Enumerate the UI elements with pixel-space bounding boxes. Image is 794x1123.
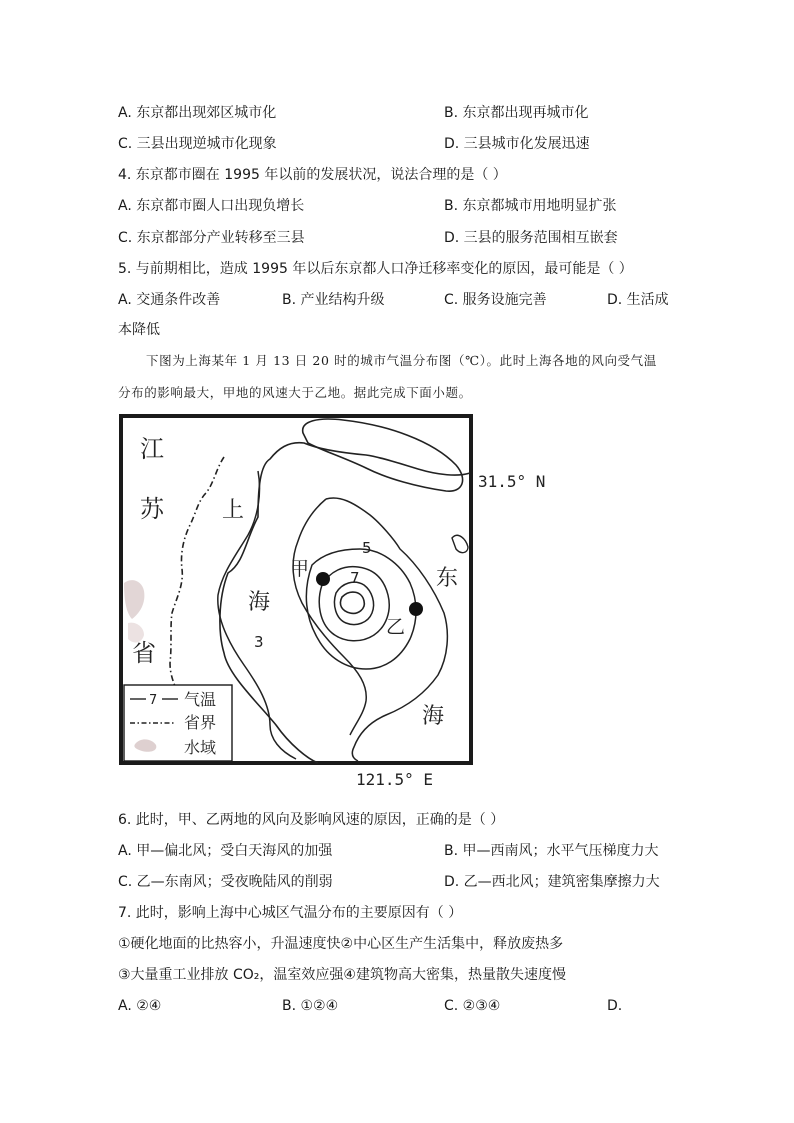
q5-option-d: D. 生活成 — [607, 292, 669, 308]
q7-option-d: D. — [607, 998, 623, 1014]
q4-option-b: B. 东京都城市用地明显扩张 — [444, 198, 617, 214]
q7-statement-1: ①硬化地面的比热容小，升温速度快②中心区生产生活集中，释放废热多 — [118, 936, 564, 952]
latitude-label: 31.5° N — [478, 472, 546, 491]
label-shang: 上 — [222, 498, 245, 523]
temperature-map — [118, 413, 558, 793]
label-dong: 东 — [436, 566, 459, 591]
label-jia: 甲 — [290, 558, 310, 580]
q3-option-b: B. 东京都出现再城市化 — [444, 105, 589, 121]
point-yi — [409, 602, 423, 616]
passage-line-2: 分布的影响最大，甲地的风速大于乙地。据此完成下面小题。 — [118, 385, 472, 400]
q6-option-a: A. 甲—偏北风；受白天海风的加强 — [118, 843, 333, 859]
label-hai: 海 — [248, 590, 271, 615]
q7-option-c: C. ②③④ — [444, 998, 501, 1014]
legend-temp: 气温 — [184, 690, 217, 709]
q6-option-c: C. 乙—东南风；受夜晚陆风的削弱 — [118, 874, 333, 890]
q4-option-c: C. 东京都部分产业转移至三县 — [118, 230, 305, 246]
label-iso-5: 5 — [362, 539, 372, 557]
q6-option-b: B. 甲—西南风；水平气压梯度力大 — [444, 843, 659, 859]
q4-option-d: D. 三县的服务范围相互嵌套 — [444, 230, 618, 246]
q5-option-d-continuation: 本降低 — [118, 322, 160, 338]
q3-option-d: D. 三县城市化发展迅速 — [444, 136, 590, 152]
q5-option-b: B. 产业结构升级 — [282, 292, 385, 308]
passage-line-1: 下图为上海某年 1 月 13 日 20 时的城市气温分布图（℃）。此时上海各地的风向受气温 — [146, 353, 657, 368]
q5-option-c: C. 服务设施完善 — [444, 292, 547, 308]
legend — [124, 685, 232, 761]
label-jiang: 江 — [140, 435, 164, 463]
label-iso-3: 3 — [254, 633, 264, 651]
label-iso-7: 7 — [350, 569, 360, 587]
q5-stem: 5. 与前期相比，造成 1995 年以后东京都人口净迁移率变化的原因，最可能是（ ） — [118, 261, 633, 277]
longitude-label: 121.5° E — [356, 770, 434, 789]
q6-stem: 6. 此时，甲、乙两地的风向及影响风速的原因，正确的是（ ） — [118, 812, 505, 828]
q7-option-b: B. ①②④ — [282, 998, 339, 1014]
q3-option-c: C. 三县出现逆城市化现象 — [118, 136, 277, 152]
point-jia — [316, 572, 330, 586]
legend-iso-sample: 7 — [149, 693, 158, 708]
q7-stem: 7. 此时，影响上海中心城区气温分布的主要原因有（ ） — [118, 905, 463, 921]
legend-boundary: 省界 — [184, 713, 217, 732]
q4-stem: 4. 东京都市圈在 1995 年以前的发展状况，说法合理的是（ ） — [118, 167, 507, 183]
label-hai-sea: 海 — [422, 704, 445, 729]
q7-option-a: A. ②④ — [118, 998, 162, 1014]
q7-statement-2: ③大量重工业排放 CO₂，温室效应强④建筑物高大密集，热量散失速度慢 — [118, 967, 566, 983]
label-yi: 乙 — [386, 616, 406, 638]
q6-option-d: D. 乙—西北风；建筑密集摩擦力大 — [444, 874, 660, 890]
label-su: 苏 — [140, 495, 164, 523]
q5-option-a: A. 交通条件改善 — [118, 292, 221, 308]
q4-option-a: A. 东京都市圈人口出现负增长 — [118, 198, 305, 214]
label-sheng: 省 — [132, 639, 156, 667]
legend-water: 水域 — [184, 738, 217, 757]
q3-option-a: A. 东京都出现郊区城市化 — [118, 105, 277, 121]
